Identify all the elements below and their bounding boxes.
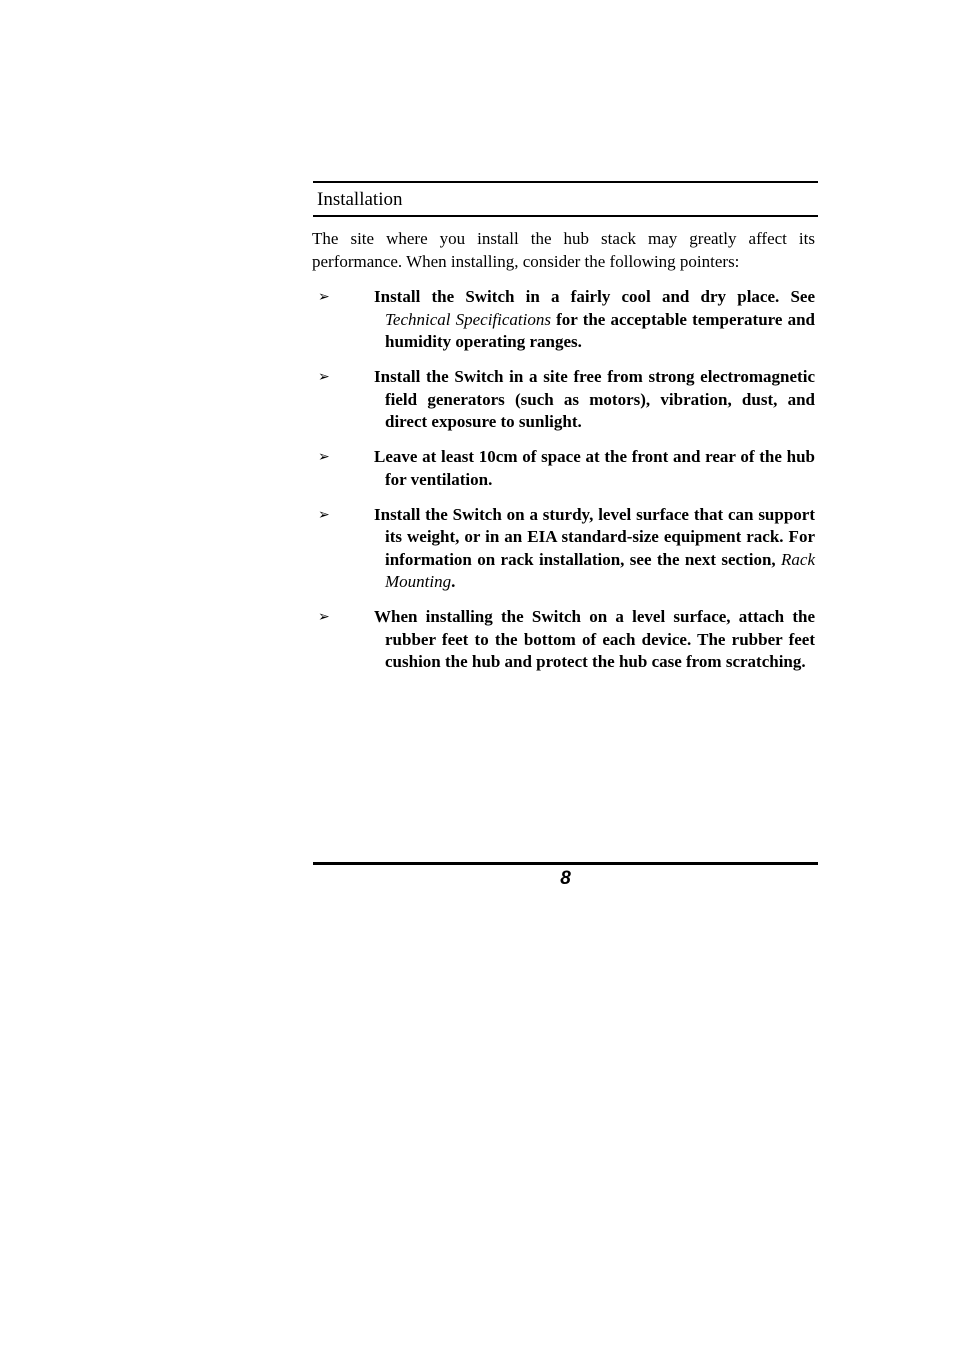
cross-reference-rack-mounting[interactable]: Rack Mounting: [385, 549, 815, 591]
arrow-bullet-icon: ➢: [318, 506, 330, 523]
installation-pointers-list: [312, 286, 815, 686]
bullet-text: Install the Switch in a fairly cool and dry place. See Technical Specifications for the acceptable temperature and humidity operating ranges.: [374, 287, 815, 351]
arrow-bullet-icon: ➢: [318, 369, 330, 385]
list-item: [312, 446, 815, 491]
list-item: [312, 286, 815, 354]
bullet-text: Install the Switch in a site free from strong electromagnetic field generators (such as motors), vibration, dust, and direct exposure to sunlight.: [374, 367, 815, 431]
arrow-bullet-icon: ➢: [318, 609, 330, 625]
list-item: [312, 366, 815, 434]
intro-paragraph: The site where you install the hub stack may greatly affect its performance. When installing, consider the following pointers:: [312, 229, 815, 271]
cross-reference-technical-specifications[interactable]: Technical Specifications: [385, 309, 551, 329]
page-number: 8: [560, 868, 571, 889]
header-top-rule: [313, 181, 818, 183]
list-item: [312, 606, 815, 674]
list-item: [312, 504, 815, 594]
header-bottom-rule: [313, 215, 818, 217]
section-title: Installation: [317, 189, 403, 210]
bullet-text: Install the Switch on a sturdy, level surface that can support its weight, or in an EIA standard-size equipment rack. For information on rack installation, see the next section, Rack Mounting.: [374, 504, 815, 591]
bullet-text: Leave at least 10cm of space at the front and rear of the hub for ventilation.: [374, 447, 815, 489]
arrow-bullet-icon: ➢: [318, 449, 330, 465]
arrow-bullet-icon: ➢: [318, 289, 330, 305]
bullet-text: When installing the Switch on a level surface, attach the rubber feet to the bottom of each device. The rubber feet cushion the hub and protect the hub case from scratching.: [374, 607, 815, 671]
footer-rule: [313, 862, 818, 865]
